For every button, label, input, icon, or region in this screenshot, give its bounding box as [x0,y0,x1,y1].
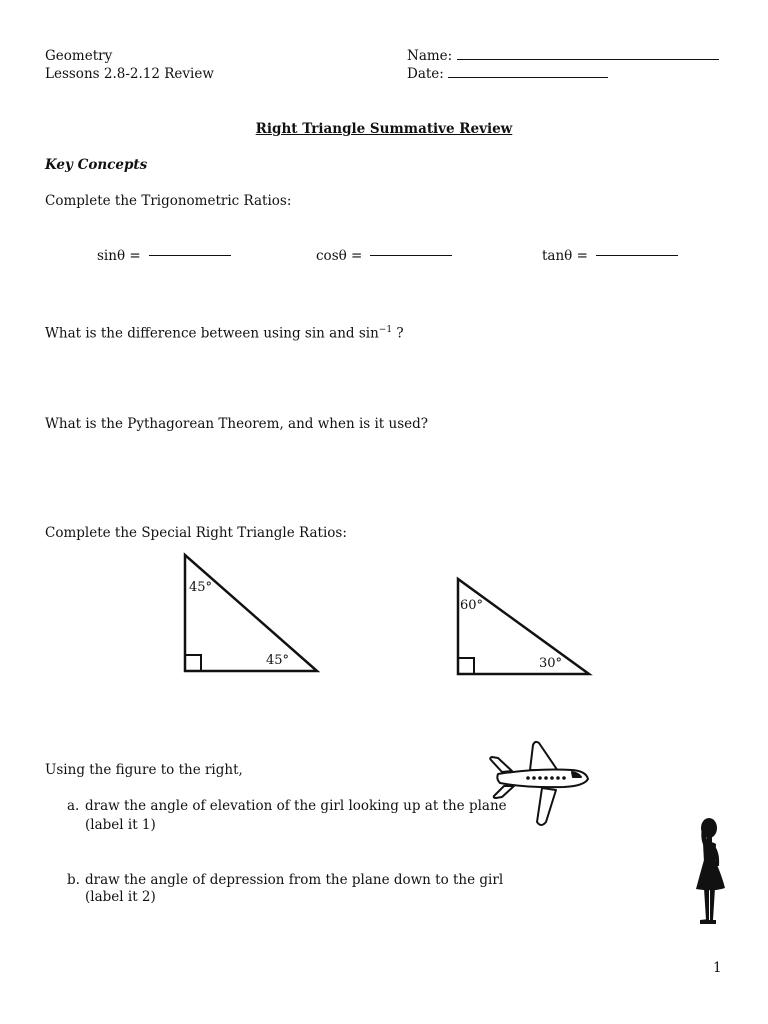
date-label: Date: [407,66,444,82]
name-label: Name: [407,48,453,64]
section-heading: Key Concepts [45,157,148,173]
cos-ratio [316,248,452,264]
sin-label: sinθ = [97,248,141,264]
airplane-icon [486,738,594,830]
cos-label: cosθ = [316,248,363,264]
triangle-outline [458,579,589,674]
item-b-line1: draw the angle of depression from the plane down to the girl [85,872,504,888]
figure-intro: Using the figure to the right, [45,762,243,778]
date-field[interactable] [407,66,608,82]
tan-ratio [542,248,678,264]
inverse-superscript: −1 [378,325,393,335]
triangle-30-60-90 [452,575,597,680]
girl-silhouette-icon [692,816,728,928]
tan-label: tanθ = [542,248,588,264]
course-name: Geometry [45,48,113,64]
question-pythagorean: What is the Pythagorean Theorem, and when is it used? [45,416,429,432]
date-blank[interactable] [448,77,608,78]
item-a-line1: draw the angle of elevation of the girl looking up at the plane [85,798,507,814]
top-angle-label: 45° [189,580,213,595]
bottom-angle-label: 30° [539,656,563,671]
right-angle-icon [185,655,201,671]
sin-ratio [97,248,231,264]
item-b-line2: (label it 2) [85,889,156,905]
item-a-line2: (label it 1) [85,817,156,833]
page-title: Right Triangle Summative Review [255,121,513,137]
name-blank[interactable] [457,59,719,60]
question-inverse-sine [45,325,404,342]
cos-answer-blank[interactable] [370,255,452,256]
name-field[interactable] [407,48,719,64]
top-angle-label: 60° [460,598,484,613]
triangle-outline [185,555,317,671]
lesson-range: Lessons 2.8-2.12 Review [45,66,214,82]
item-a-marker: a. [67,798,80,814]
page-number: 1 [713,960,722,976]
sin-answer-blank[interactable] [149,255,231,256]
tan-answer-blank[interactable] [596,255,678,256]
special-triangle-prompt: Complete the Special Right Triangle Ratios: [45,525,347,541]
trig-prompt: Complete the Trigonometric Ratios: [45,193,292,209]
question-inverse-text: What is the difference between using sin and sin [45,325,379,342]
right-angle-icon [458,658,474,674]
triangle-45-45-90 [180,550,325,678]
item-b-marker: b. [67,872,80,888]
question-inverse-end: ? [392,325,404,342]
bottom-angle-label: 45° [266,653,290,668]
